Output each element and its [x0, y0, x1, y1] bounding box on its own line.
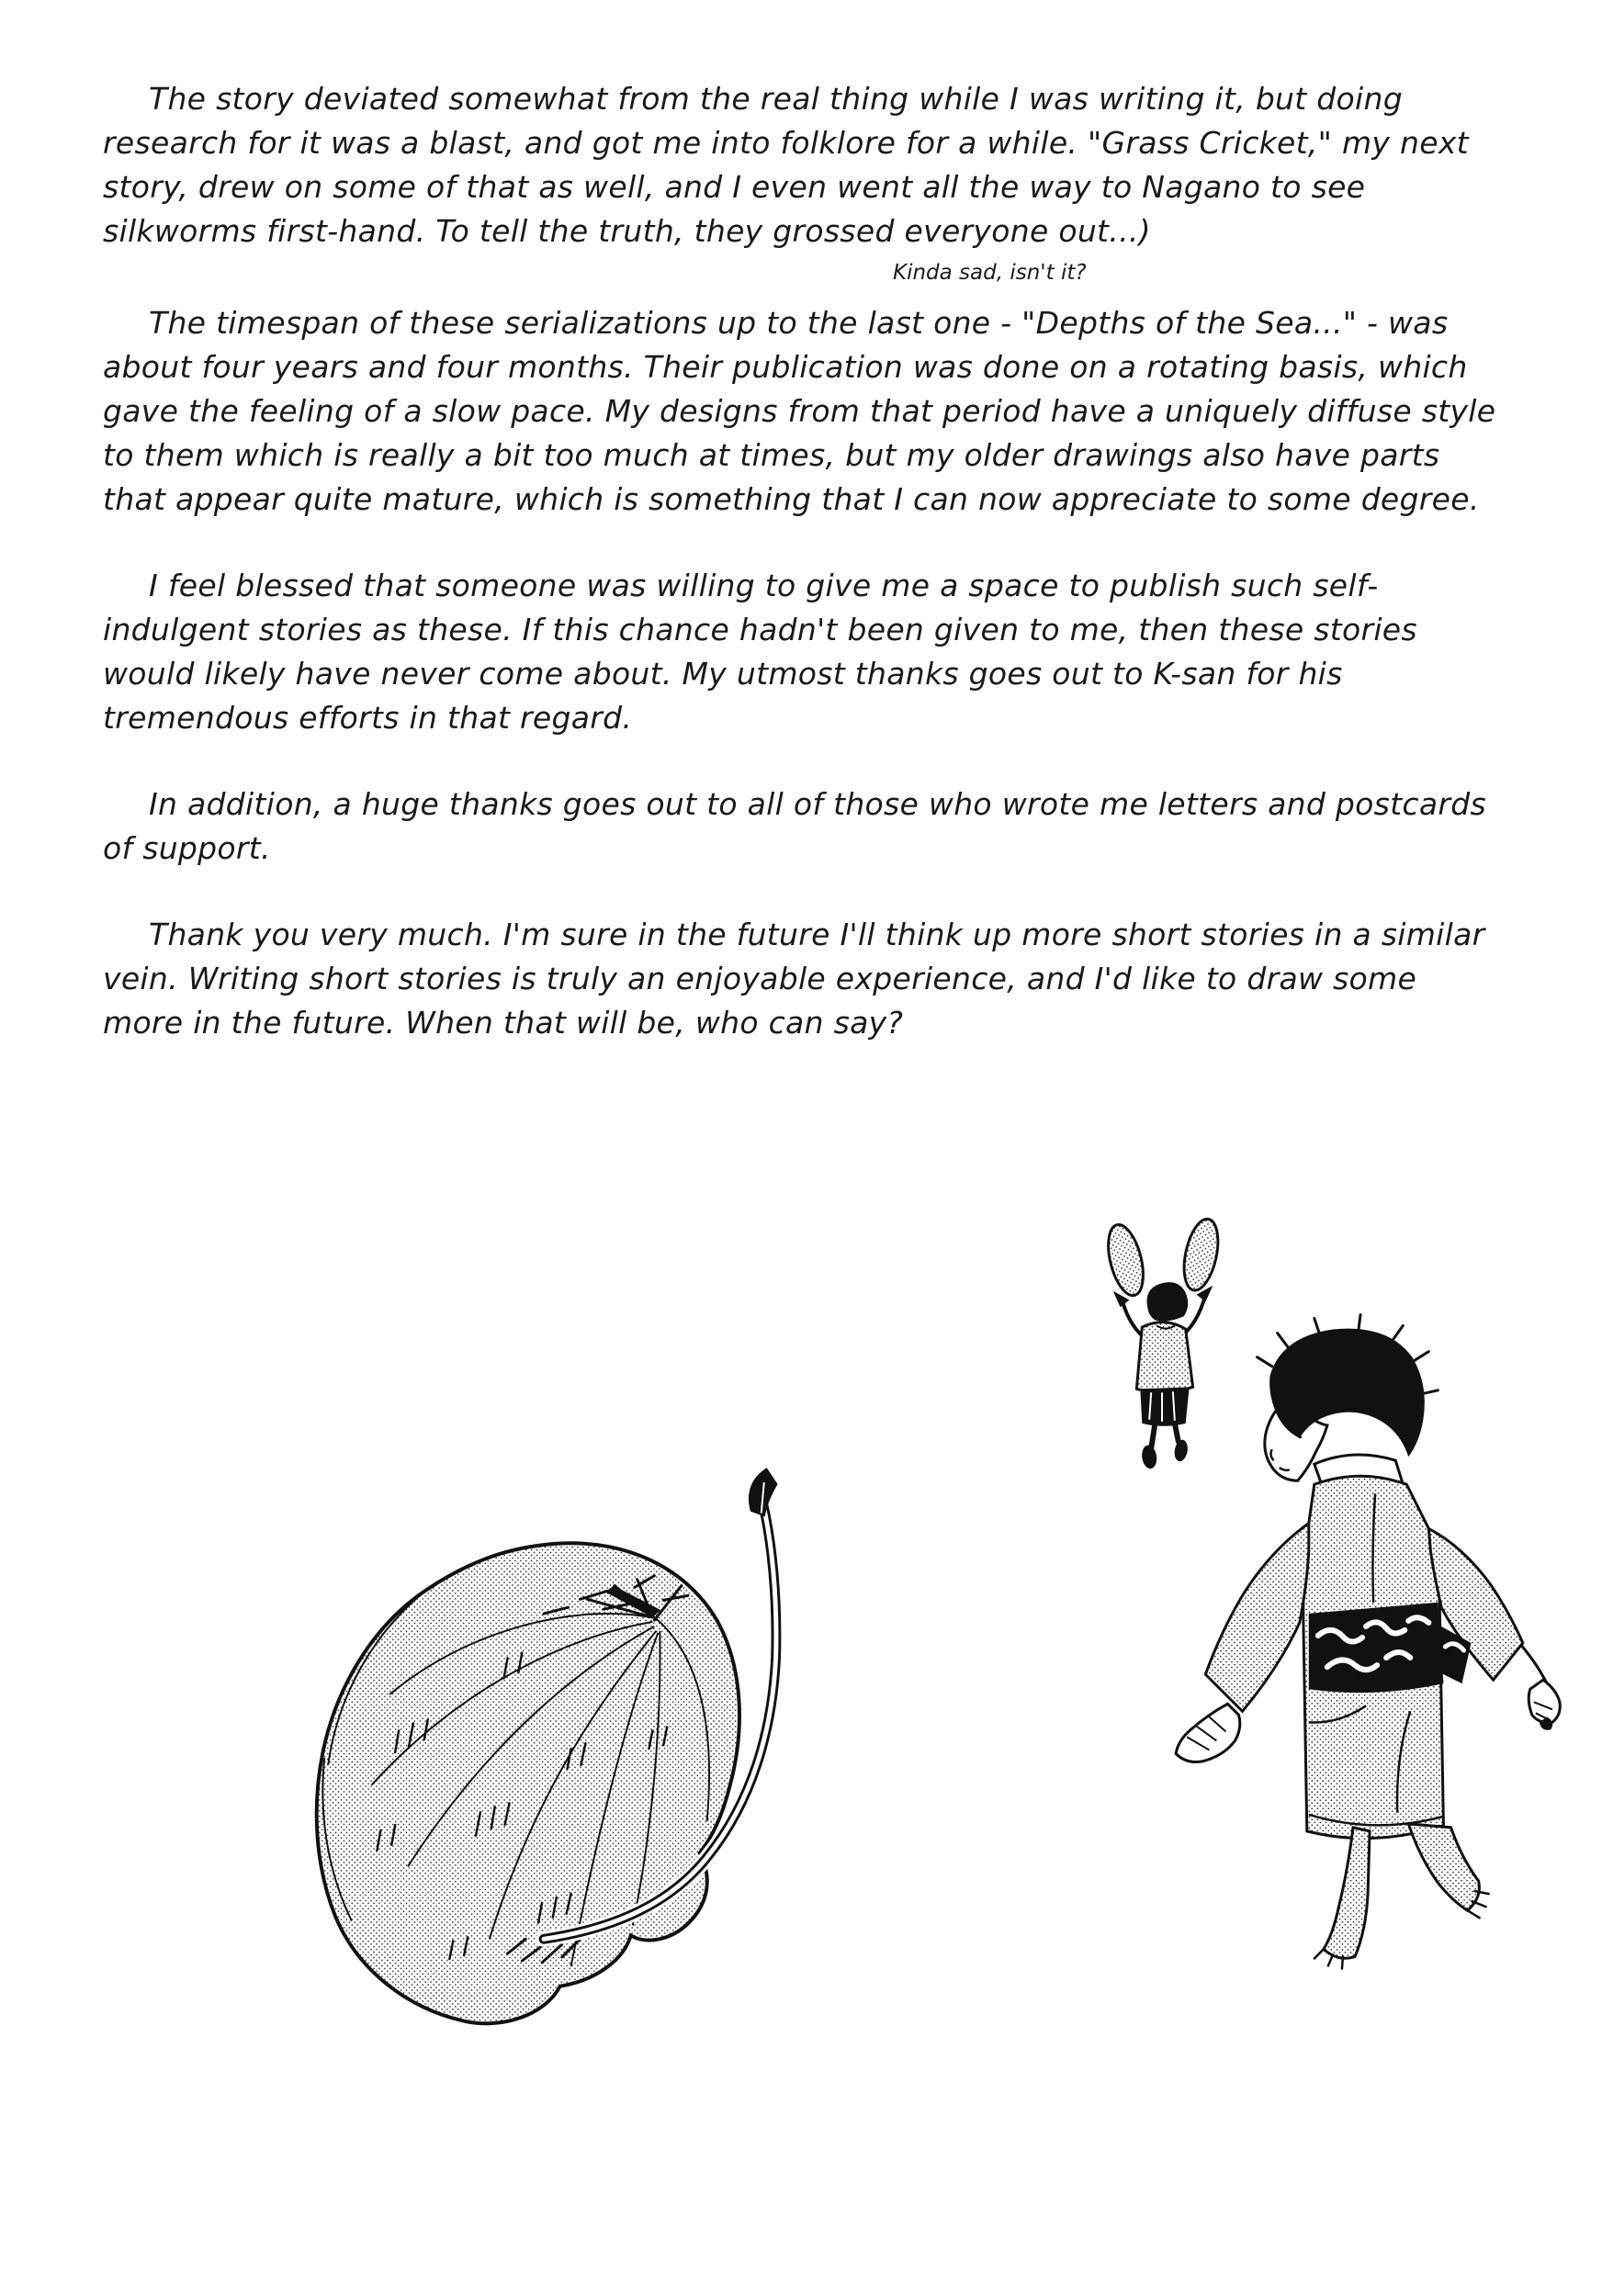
afterword-paragraph: Thank you very much. I'm sure in the future I'll think up more short stories in a similar vein. Writing short stories is truly an enjoyable experience, and I'd like to draw some more in the future. When that will be, who can say?: [103, 917, 1485, 1041]
yukata-boy-drawing: [1134, 1308, 1567, 1984]
afterword-paragraph: I feel blessed that someone was willing to give me a space to publish such self-indulgent stories as these. If this chance hadn't been given to me, then these stories would likely have never come about. My utmost thanks goes out to K-san for his tremendous efforts in that regard.: [103, 568, 1417, 736]
leaf-drawing: [272, 1429, 816, 2087]
leaf-illustration: [272, 1429, 816, 2087]
afterword-paragraph: The story deviated somewhat from the real thing while I was writing it, but doing research for it was a blast, and got me into folklore for a while. "Grass Cricket," my next story, drew on some of that as well, and I even went all the way to Nagano to see silkworms first-hand. To tell the truth, they grossed everyone out...): [103, 81, 1469, 249]
afterword-paragraph: In addition, a huge thanks goes out to all of those who wrote me letters and postcards of support.: [103, 786, 1486, 866]
side-note: Kinda sad, isn't it?: [893, 261, 1087, 285]
yukata-boy-illustration: [1134, 1308, 1567, 1984]
afterword-text-block: [103, 77, 1501, 1087]
afterword-paragraph: The timespan of these serializations up to the last one - "Depths of the Sea..." - was about four years and four months. Their publication was done on a rotating basis, which gave the feeling of a slow pace. My designs from that period have a uniquely diffuse style to them which is really a bit too much at times, but my older drawings also have parts that appear quite mature, which is something that I can now appreciate to some degree.: [103, 305, 1496, 517]
